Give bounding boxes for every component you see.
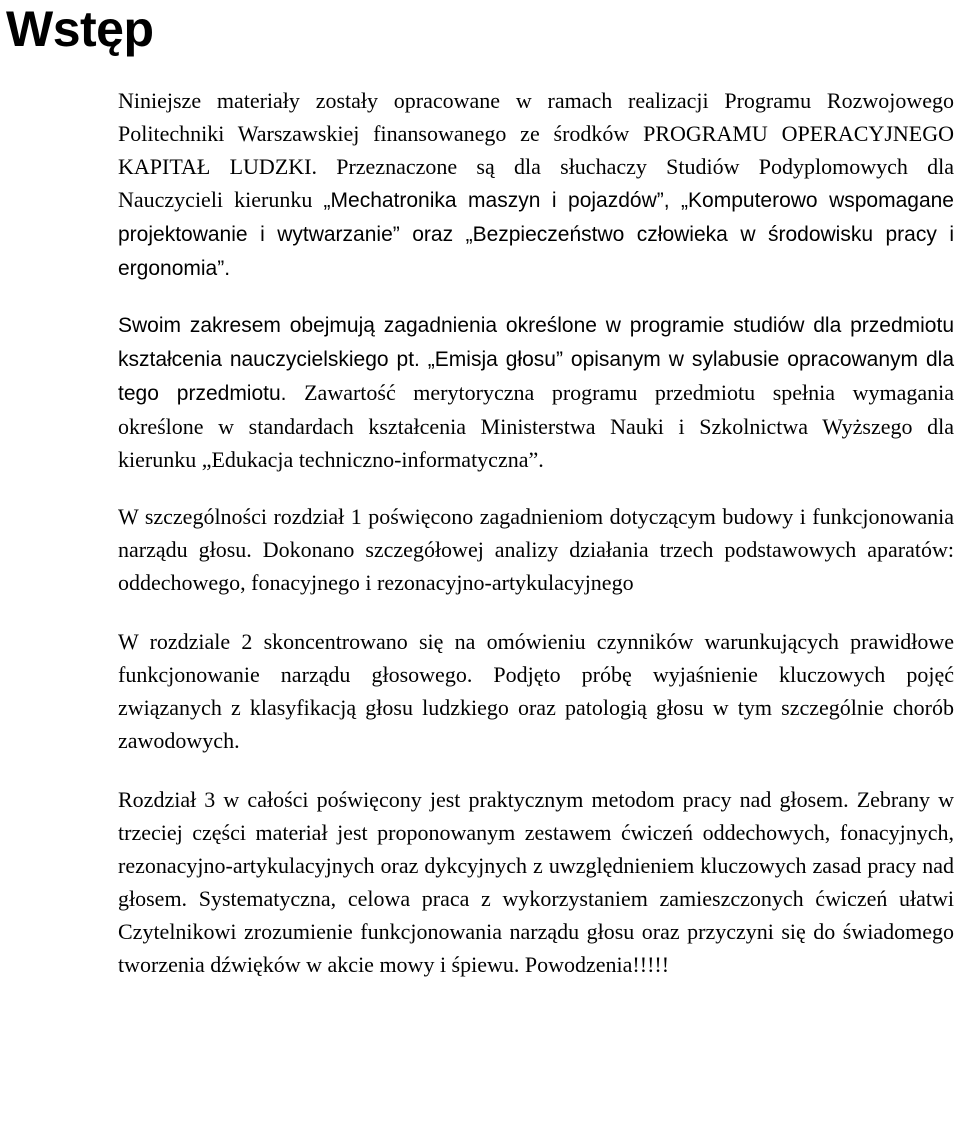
paragraph-chapter-3: Rozdział 3 w całości poświęcony jest praktycznym metodom pracy nad głosem. Zebrany w trzeciej części materiał jest proponowanym zestawem ćwiczeń oddechowych, fonacyjnych, rezonacyjno-artykulacyjnych oraz dykcyjnych z uwzględnieniem kluczowych zasad pracy nad głosem. Systematyczna, celowa praca z wykorzystaniem zamieszczonych ćwiczeń ułatwi Czytelnikowi zrozumienie funkcjonowania narządu głosu oraz przyczyni się do świadomego tworzenia dźwięków w akcie mowy i śpiewu. Powodzenia!!!!! [118, 787, 954, 977]
paragraph-chapter-1: W szczególności rozdział 1 poświęcono zagadnieniom dotyczącym budowy i funkcjonowania narządu głosu. Dokonano szczegółowej analizy działania trzech podstawowych aparatów: oddechowego, fonacyjnego i rezonacyjno-artykulacyjnego [118, 504, 954, 595]
paragraph-scope-part-2: Zawartość merytoryczna programu przedmiotu spełnia wymagania określone w standardach kształcenia Ministerstwa Nauki i Szkolnictwa Wyższego dla kierunku „Edukacja techniczno-informatyczna”. [118, 380, 955, 472]
paragraph-chapter-2: W rozdziale 2 skoncentrowano się na omówieniu czynników warunkujących prawidłowe funkcjonowanie narządu głosowego. Podjęto próbę wyjaśnienie kluczowych pojęć związanych z klasyfikacją głosu ludzkiego oraz patologią głosu w tym szczególnie chorób zawodowych. [118, 629, 954, 753]
paragraph-intro-part-1: Niniejsze materiały zostały opracowane w ramach realizacji Programu Rozwojowego Politechniki Warszawskiej finansowanego ze środków PROGRAMU OPERACYJNEGO KAPITAŁ LUDZKI. Przeznaczone są dla słuchaczy Studiów Podyplomowych dla Nauczycieli kierunku [118, 88, 954, 212]
document-body [118, 84, 954, 1005]
page-title: Wstęp [6, 1, 154, 57]
paragraph-scope-part-1: Swoim zakresem obejmują zagadnienia określone w programie studiów dla przedmiotu kształcenia nauczycielskiego pt. „Emisja głosu” opisanym w sylabusie opracowanym dla tego przedmiotu. [118, 314, 954, 405]
paragraph-scope [118, 308, 954, 476]
paragraph-intro [118, 84, 954, 285]
paragraph-intro-part-2: „Mechatronika maszyn i pojazdów”, „Komputerowo wspomagane projektowanie i wytwarzanie” oraz „Bezpieczeństwo człowieka w środowisku pracy i ergonomia”. [118, 189, 954, 280]
